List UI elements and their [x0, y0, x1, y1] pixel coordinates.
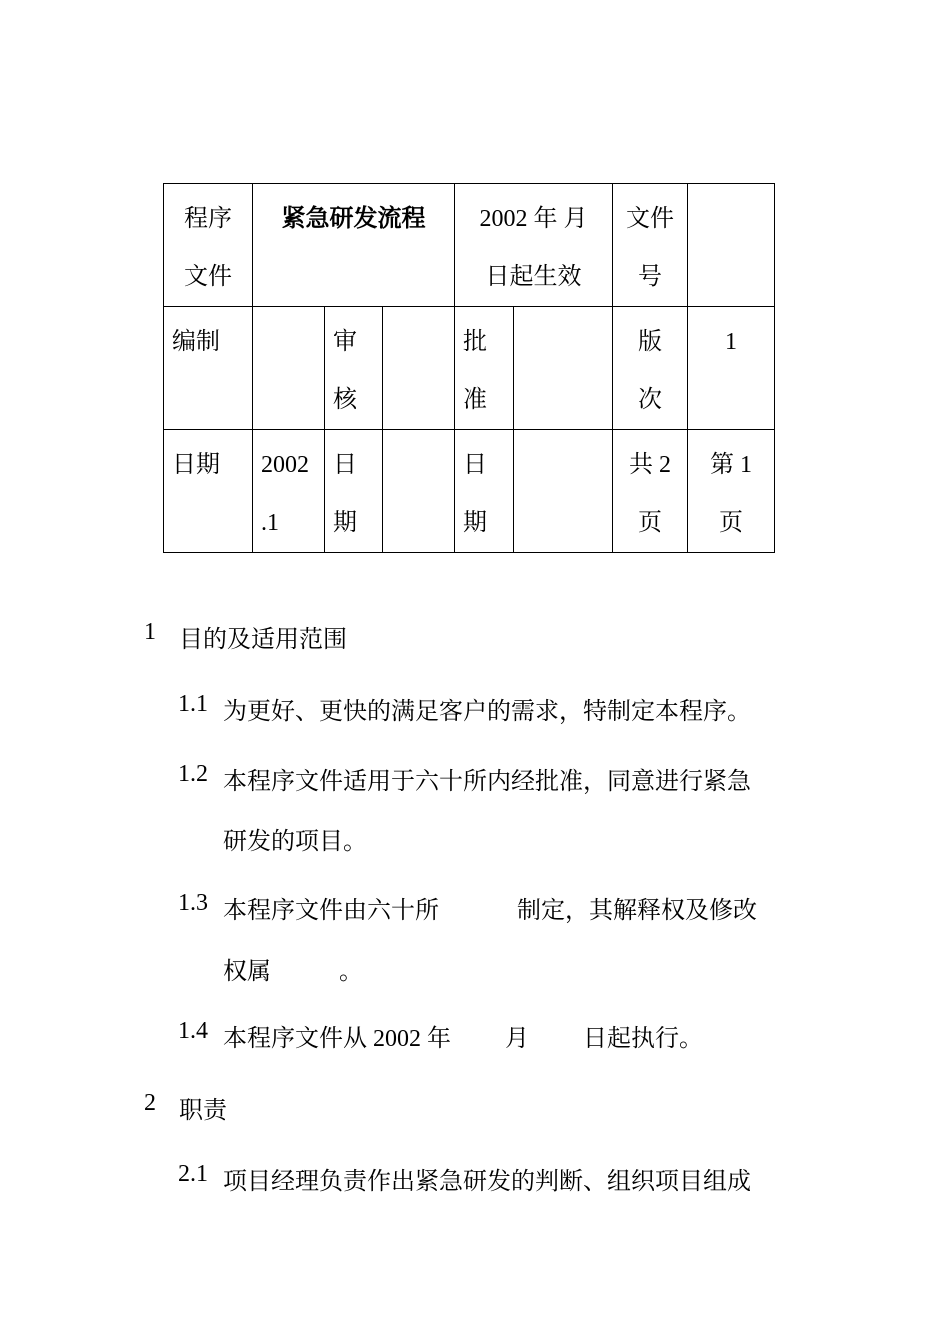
- version-value: 1: [725, 329, 738, 355]
- doc-type-label: 程序: [184, 206, 232, 232]
- doc-type-label: 文件: [184, 264, 232, 290]
- total-pages: 共 2: [629, 452, 672, 478]
- clause-text-part: 。: [339, 959, 363, 985]
- version-label-cell: [613, 307, 688, 430]
- date-label-cell: [164, 430, 253, 553]
- page-number: 页: [719, 510, 744, 536]
- review-label: 审: [333, 329, 357, 355]
- clause-number: 1.2: [178, 761, 208, 787]
- doc-title: 紧急研发流程: [281, 206, 426, 232]
- date-label: 日期: [172, 452, 220, 478]
- doc-no-label-cell: [613, 184, 688, 307]
- section-number: 2: [144, 1090, 156, 1116]
- section-number: 1: [144, 619, 156, 645]
- page-number-cell: [688, 430, 775, 553]
- clause-text: 研发的项目。: [223, 829, 367, 855]
- clause-text-part: 本程序文件从 2002 年: [223, 1026, 451, 1052]
- approve-value-cell: [514, 307, 613, 430]
- approve-date-label-cell: [455, 430, 514, 553]
- clause-text-part: 月: [505, 1026, 529, 1052]
- clause-text-part: 本程序文件由六十所: [223, 898, 439, 924]
- document-header-table: [163, 183, 775, 553]
- doc-no-label: 文件: [626, 206, 675, 232]
- clause-number: 1.3: [178, 890, 208, 916]
- version-label: 次: [638, 387, 663, 413]
- version-value-cell: [688, 307, 775, 430]
- author-value-cell: [253, 307, 325, 430]
- clause-number: 1.1: [178, 691, 208, 717]
- date-value: .1: [261, 510, 279, 536]
- date-value-cell: [253, 430, 325, 553]
- date-value: 2002: [261, 452, 309, 478]
- approve-date-label: 日: [463, 452, 488, 478]
- clause-text-part: 日起执行。: [583, 1026, 703, 1052]
- clause-text: [223, 951, 363, 986]
- clause-text-part: 权属: [223, 959, 271, 985]
- clause-text: 为更好、更快的满足客户的需求，特制定本程序。: [223, 699, 751, 725]
- clause-text-part: 制定，其解释权及修改: [517, 898, 757, 924]
- author-label: 编制: [172, 329, 220, 355]
- approve-label: 准: [463, 387, 488, 413]
- review-label-cell: [325, 307, 383, 430]
- effective-date: 日起生效: [485, 264, 582, 290]
- review-date-label-cell: [325, 430, 383, 553]
- clause-text: [223, 1018, 703, 1053]
- approve-date-value-cell: [514, 430, 613, 553]
- review-date-value-cell: [383, 430, 455, 553]
- review-date-label: 期: [333, 510, 357, 536]
- clause-text: 本程序文件适用于六十所内经批准，同意进行紧急: [223, 769, 751, 795]
- effective-date: 2002 年 月: [479, 206, 588, 232]
- review-label: 核: [333, 387, 357, 413]
- clause-text: [223, 890, 757, 925]
- total-pages: 页: [638, 510, 663, 536]
- effective-date-cell: [455, 184, 613, 307]
- review-date-label: 日: [333, 452, 357, 478]
- version-label: 版: [638, 329, 663, 355]
- section-title: 职责: [179, 1098, 227, 1124]
- clause-number: 1.4: [178, 1018, 208, 1044]
- doc-no-value-cell: [688, 184, 775, 307]
- author-label-cell: [164, 307, 253, 430]
- section-title: 目的及适用范围: [179, 627, 347, 653]
- clause-text: 项目经理负责作出紧急研发的判断、组织项目组成: [223, 1169, 751, 1195]
- doc-title-cell: [253, 184, 455, 307]
- doc-type-cell: [164, 184, 253, 307]
- approve-label-cell: [455, 307, 514, 430]
- page-number: 第 1: [710, 452, 753, 478]
- doc-no-label: 号: [638, 264, 663, 290]
- total-pages-cell: [613, 430, 688, 553]
- review-value-cell: [383, 307, 455, 430]
- approve-date-label: 期: [463, 510, 488, 536]
- clause-number: 2.1: [178, 1161, 208, 1187]
- approve-label: 批: [463, 329, 488, 355]
